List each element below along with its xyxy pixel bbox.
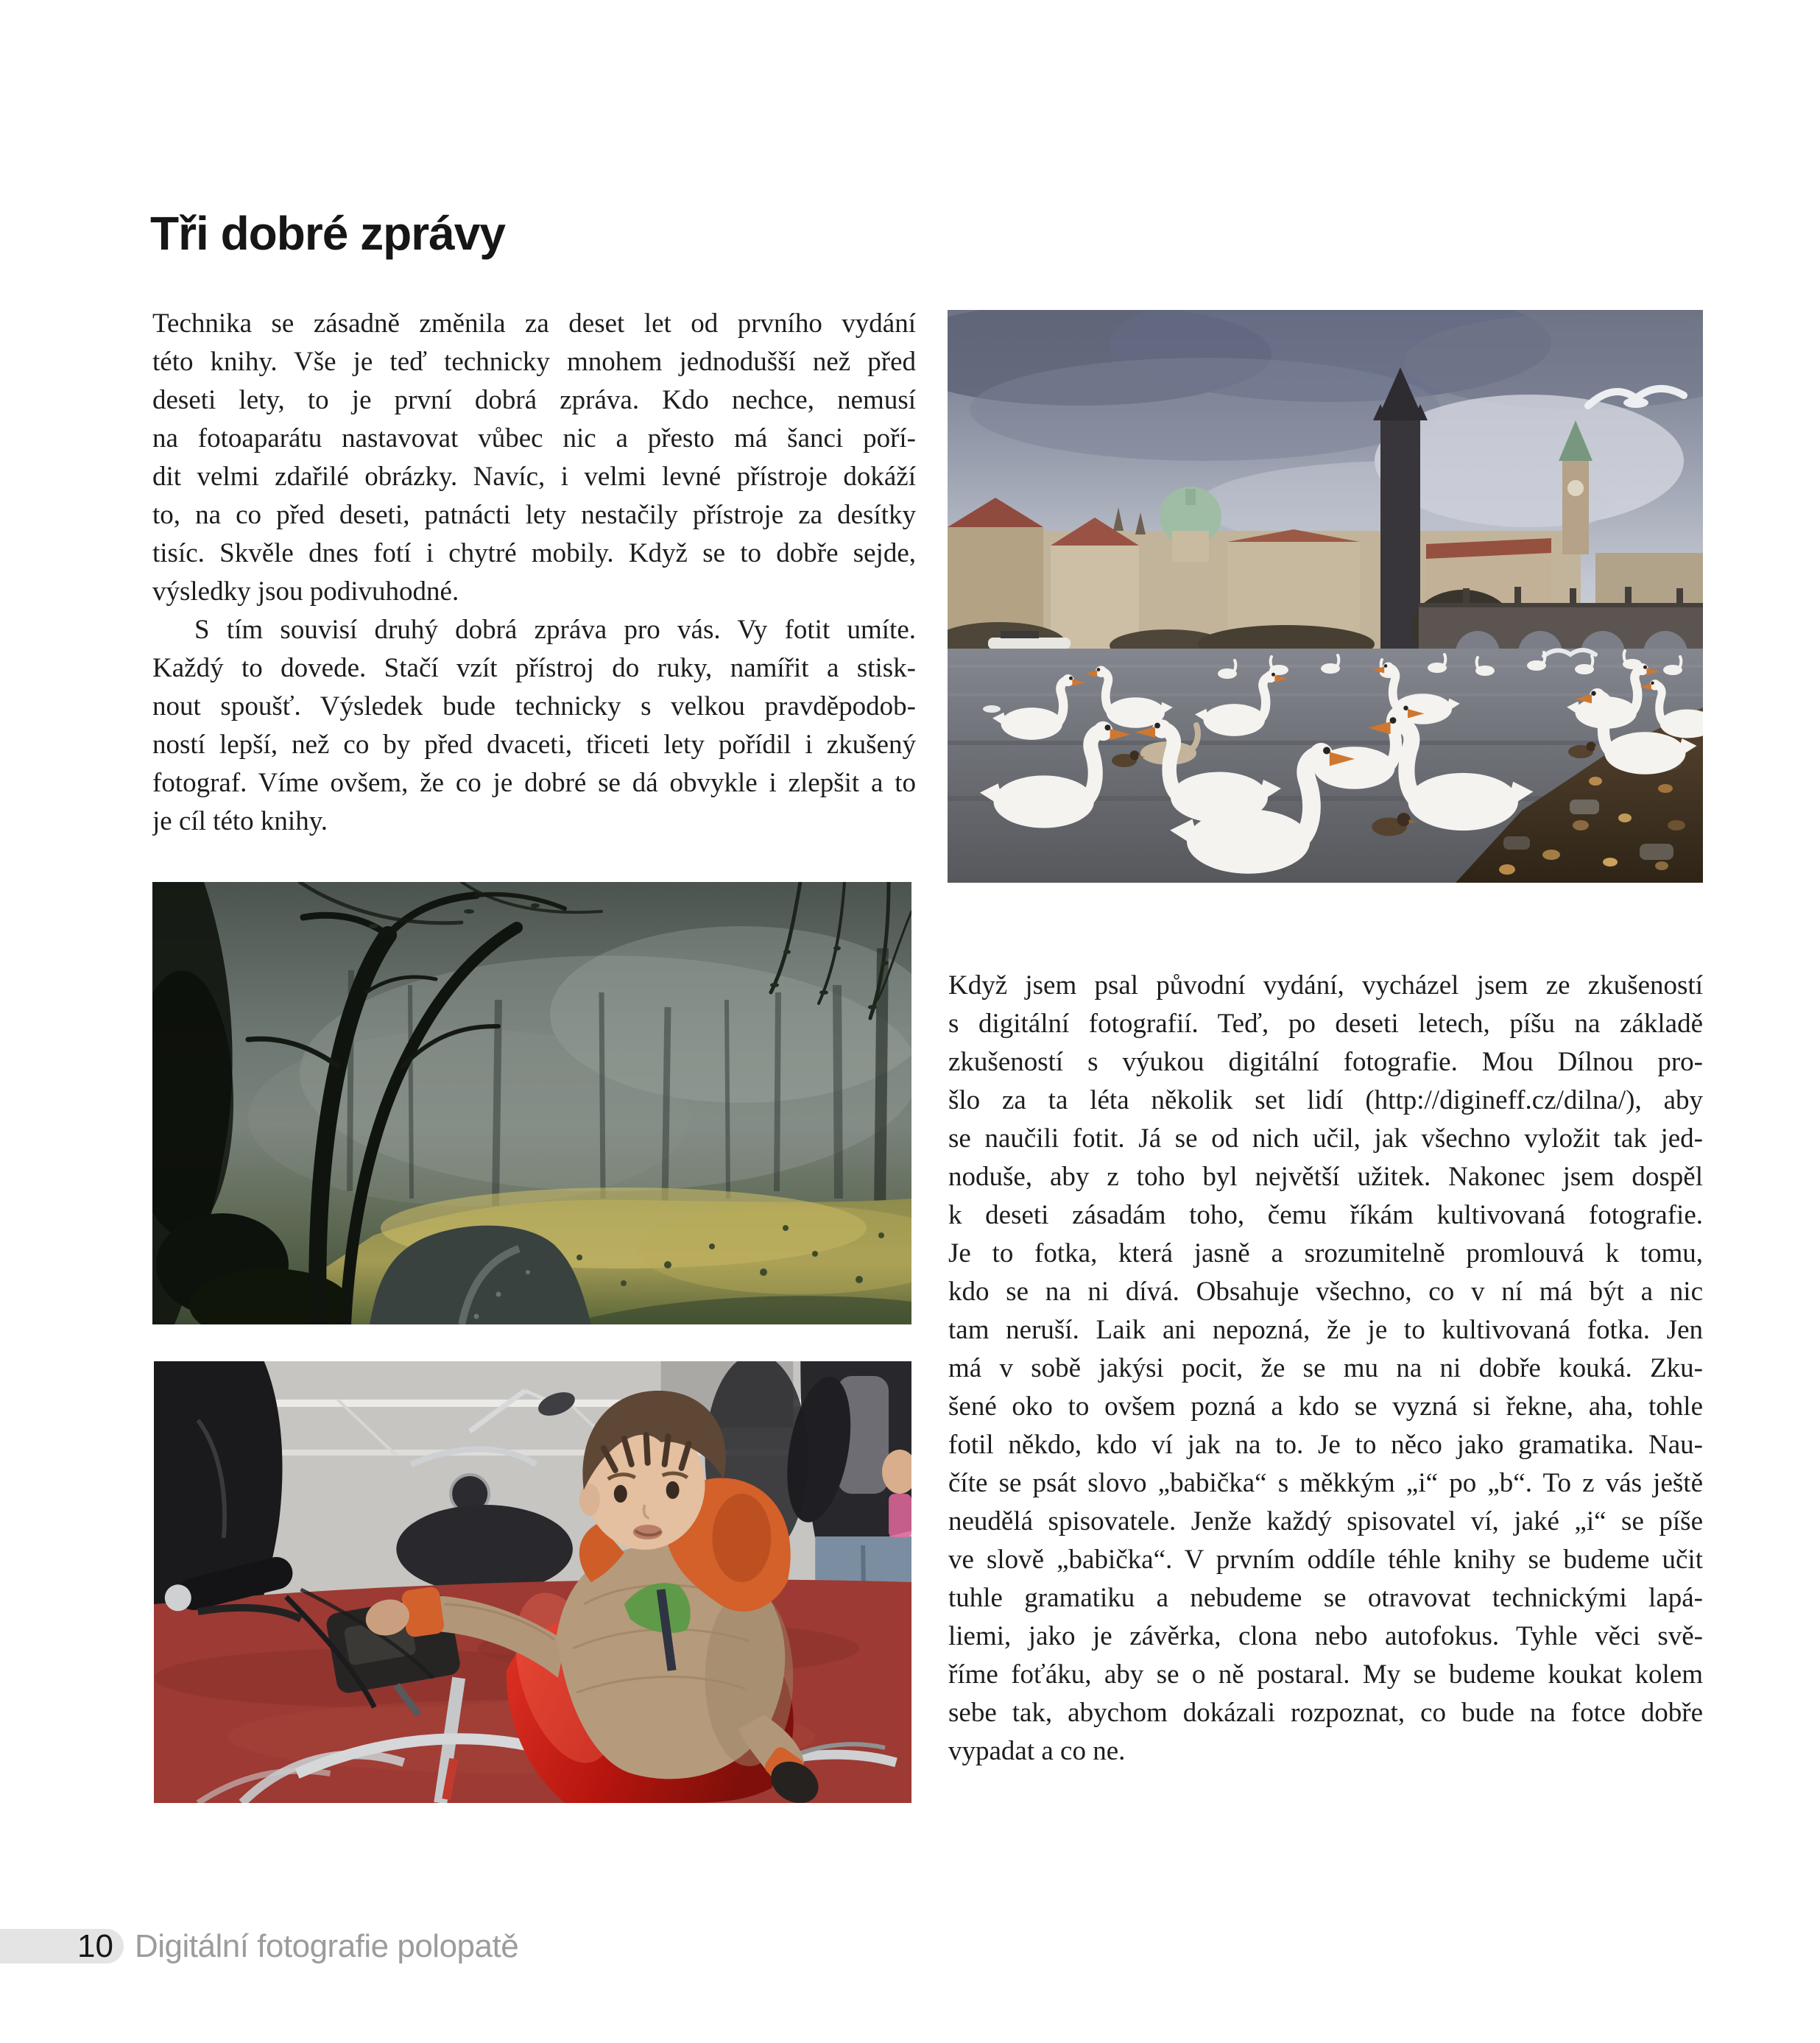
text-line: kdo se na ni dívá. Obsahuje všechno, co v ní má být a nic bbox=[948, 1277, 1703, 1307]
text-line: výsledky jsou podivuhodné. bbox=[152, 576, 459, 607]
text-line: fotil někdo, kdo ví jak na to. Je to něco jako gramatika. Nau- bbox=[948, 1430, 1703, 1460]
swans-prague-photo bbox=[948, 310, 1703, 883]
text-line: liemi, jako je závěrka, clona nebo autofokus. Tyhle věci svě- bbox=[948, 1621, 1703, 1651]
page-title: Tři dobré zprávy bbox=[150, 207, 505, 260]
boy-on-motorcycle-photo bbox=[154, 1361, 911, 1803]
text-line: dit velmi zdařilé obrázky. Navíc, i velmi levné přístroje dokáží bbox=[152, 462, 916, 492]
text-line: tam neruší. Laik ani nepozná, že je to kultivovaná fotka. Jen bbox=[948, 1315, 1703, 1345]
text-line: Když jsem psal původní vydání, vycházel jsem ze zkušeností bbox=[948, 970, 1703, 1001]
text-line: to, na co před deseti, patnácti lety nestačily přístroje za desítky bbox=[152, 500, 916, 530]
text-line: fotograf. Víme ovšem, že co je dobré se dá obvykle i zlepšit a to bbox=[152, 768, 916, 798]
text-line: Je to fotka, která jasně a srozumitelně promlouvá k tomu, bbox=[948, 1238, 1703, 1269]
page-number: 10 bbox=[77, 1928, 113, 1964]
motorcycle-photo-illustration bbox=[154, 1361, 911, 1803]
foggy-forest-photo bbox=[152, 882, 911, 1324]
text-line: této knihy. Vše je teď technicky mnohem jednodušší než před bbox=[152, 347, 916, 377]
text-line: na fotoaparátu nastavovat vůbec nic a přesto má šanci poří- bbox=[152, 423, 916, 454]
text-line: se naučili fotit. Já se od nich učil, jak všechno vyložit tak jed- bbox=[948, 1123, 1703, 1154]
text-line: tisíc. Skvěle dnes fotí i chytré mobily. Když se to dobře sejde, bbox=[152, 538, 916, 568]
text-line: tuhle gramatiku a nebudeme se otravovat technickými lapá- bbox=[948, 1583, 1703, 1613]
text-line: sebe tak, abychom dokázali rozpoznat, co bude na fotce dobře bbox=[948, 1698, 1703, 1728]
text-line: s digitální fotografií. Teď, po deseti letech, píšu na základě bbox=[948, 1009, 1703, 1039]
forest-photo-illustration bbox=[152, 882, 911, 1324]
text-line: je cíl této knihy. bbox=[152, 806, 328, 836]
text-line: S tím souvisí druhý dobrá zpráva pro vás. Vy fotit umíte. bbox=[194, 615, 916, 645]
text-line: Technika se zásadně změnila za deset let od prvního vydání bbox=[152, 308, 916, 339]
text-line: ve slově „babička“. V prvním oddíle téhle knihy se budeme učit bbox=[948, 1545, 1703, 1575]
text-line: nout spoušť. Výsledek bude technicky s velkou pravděpodob- bbox=[152, 691, 916, 721]
right-text-column bbox=[948, 967, 1703, 1771]
intro-paragraph bbox=[152, 305, 916, 611]
swans-photo-illustration bbox=[948, 310, 1703, 883]
page-number-badge bbox=[0, 1929, 124, 1963]
text-line: k deseti zásadám toho, čemu říkám kultivovaná fotografie. bbox=[948, 1200, 1703, 1230]
text-line: noduše, aby z toho byl největší užitek. Nakonec jsem dospěl bbox=[948, 1162, 1703, 1192]
text-line: šlo za ta léta několik set lidí (http://digineff.cz/dilna/), aby bbox=[948, 1085, 1703, 1115]
text-line: číte se psát slovo „babička“ s měkkým „i“ po „b“. To z vás ještě bbox=[948, 1468, 1703, 1498]
second-paragraph bbox=[152, 611, 916, 841]
text-line: ností lepší, než co by před dvaceti, třiceti lety pořídil i zkušený bbox=[152, 730, 916, 760]
text-line: má v sobě jakýsi pocit, že se mu na ni dobře kouká. Zku- bbox=[948, 1353, 1703, 1383]
text-line: vypadat a co ne. bbox=[948, 1736, 1126, 1766]
text-line: šené oko to ovšem pozná a kdo se vyzná si řekne, aha, tohle bbox=[948, 1391, 1703, 1422]
left-text-column bbox=[152, 305, 916, 841]
text-line: říme foťáku, aby se o ně postaral. My se budeme koukat kolem bbox=[948, 1659, 1703, 1690]
text-line: neudělá spisovatele. Jenže každý spisovatel ví, jaké „i“ se píše bbox=[948, 1506, 1703, 1536]
running-footer-title: Digitální fotografie polopatě bbox=[135, 1928, 519, 1964]
text-line: deseti lety, to je první dobrá zpráva. Kdo nechce, nemusí bbox=[152, 385, 916, 415]
text-line: Každý to dovede. Stačí vzít přístroj do ruky, namířit a stisk- bbox=[152, 653, 916, 683]
text-line: zkušeností s výukou digitální fotografie. Mou Dílnou pro- bbox=[948, 1047, 1703, 1077]
